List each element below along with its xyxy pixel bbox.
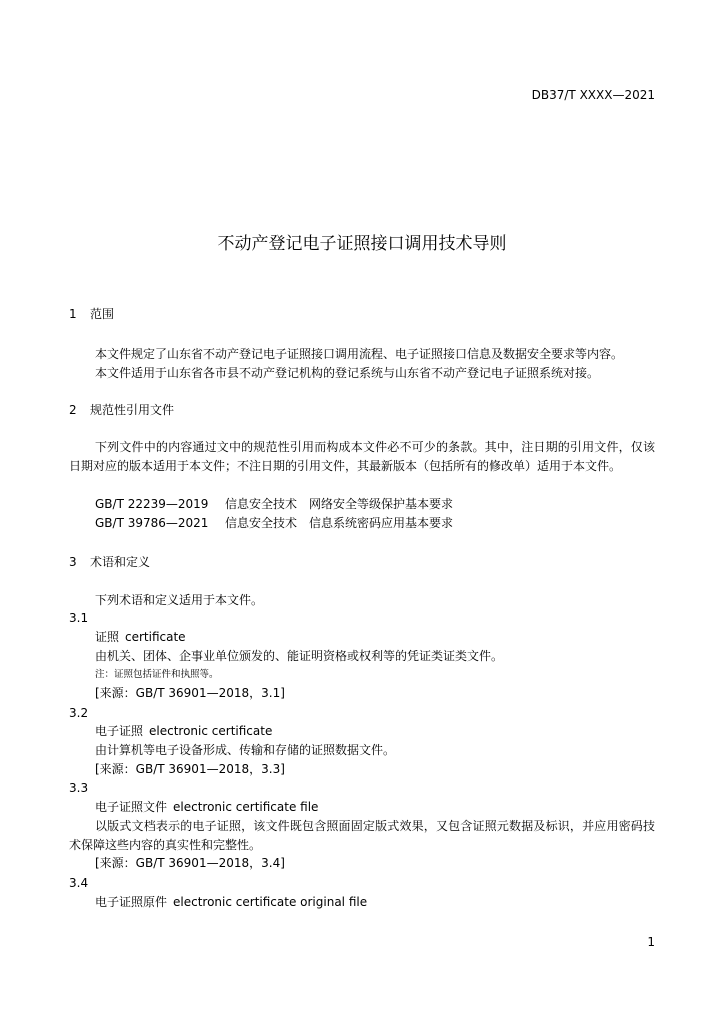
term-zh: 电子证照原件 — [95, 895, 168, 909]
reference-title: 信息安全技术 信息系统密码应用基本要求 — [225, 516, 454, 530]
term-source: [来源：GB/T 36901—2018，3.3] — [95, 762, 285, 776]
term-zh: 证照 — [95, 630, 120, 644]
term-number: 3.2 — [69, 706, 89, 720]
term-number: 3.4 — [69, 876, 89, 890]
paragraph: 下列术语和定义适用于本文件。 — [95, 593, 264, 607]
section-number: 2 — [69, 403, 77, 417]
term-en: certificate — [125, 630, 186, 644]
document-title: 不动产登记电子证照接口调用技术导则 — [217, 234, 507, 254]
section-heading-normative-references — [69, 402, 174, 418]
paragraph: 本文件规定了山东省不动产登记电子证照接口调用流程、电子证照接口信息及数据安全要求等内容。 — [95, 347, 624, 361]
paragraph: 下列文件中的内容通过文中的规范性引用而构成本文件必不可少的条款。其中，注日期的引用文件，仅该日期对应的版本适用于本文件；不注日期的引用文件，其最新版本（包括所有的修改单）适用于本文件。 — [69, 440, 655, 473]
section-heading-terms — [69, 554, 150, 570]
term-source: [来源：GB/T 36901—2018，3.1] — [95, 686, 285, 700]
term-zh: 电子证照文件 — [95, 800, 168, 814]
paragraph: 本文件适用于山东省各市县不动产登记机构的登记系统与山东省不动产登记电子证照系统对接。 — [95, 366, 600, 380]
term-en: electronic certificate file — [173, 800, 319, 814]
section-heading-scope — [69, 306, 114, 322]
term-note: 注：证照包括证件和执照等。 — [95, 669, 219, 680]
term-entry — [95, 799, 318, 815]
term-entry — [95, 894, 367, 910]
term-number: 3.3 — [69, 781, 89, 795]
section-title: 术语和定义 — [90, 555, 151, 569]
term-en: electronic certificate original file — [173, 895, 368, 909]
term-zh: 电子证照 — [95, 724, 144, 738]
page-number: 1 — [647, 935, 655, 949]
term-number: 3.1 — [69, 611, 89, 625]
section-number: 3 — [69, 555, 77, 569]
term-entry — [95, 723, 272, 739]
term-definition: 由计算机等电子设备形成、传输和存储的证照数据文件。 — [95, 743, 396, 757]
reference-item — [95, 496, 453, 512]
section-title: 规范性引用文件 — [90, 403, 175, 417]
reference-code: GB/T 22239—2019 — [95, 497, 209, 511]
reference-code: GB/T 39786—2021 — [95, 516, 209, 530]
standard-code: DB37/T XXXX—2021 — [531, 88, 655, 102]
section-number: 1 — [69, 307, 77, 321]
term-source: [来源：GB/T 36901—2018，3.4] — [95, 856, 285, 870]
term-definition: 由机关、团体、企事业单位颁发的、能证明资格或权利等的凭证类证类文件。 — [95, 649, 504, 663]
term-en: electronic certificate — [149, 724, 273, 738]
section-title: 范围 — [90, 307, 115, 321]
term-definition: 以版式文档表示的电子证照，该文件既包含照面固定版式效果，又包含证照元数据及标识，并应用密码技术保障这些内容的真实性和完整性。 — [69, 819, 655, 852]
reference-item — [95, 515, 453, 531]
reference-title: 信息安全技术 网络安全等级保护基本要求 — [225, 497, 454, 511]
term-entry — [95, 629, 186, 645]
